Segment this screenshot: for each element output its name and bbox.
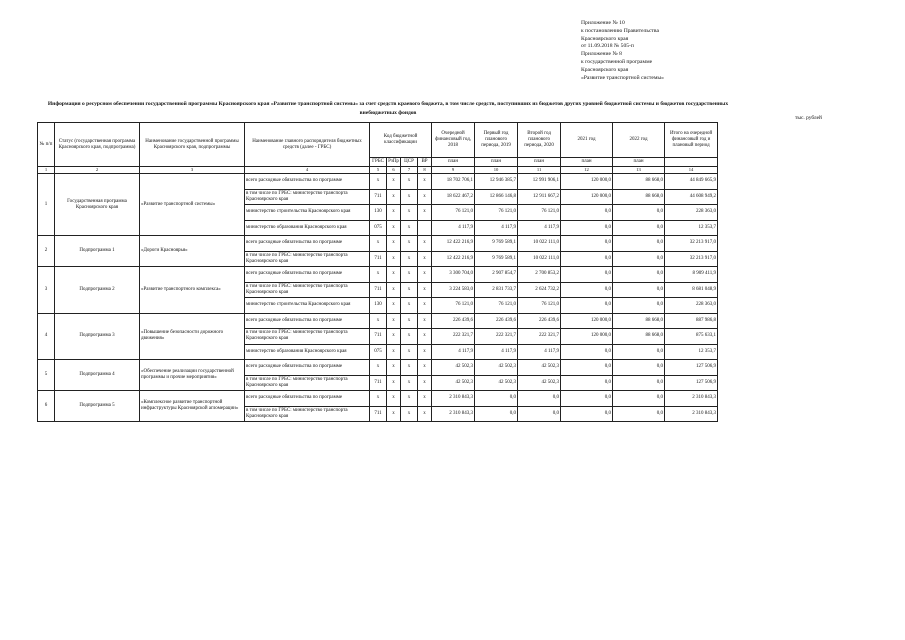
colnum: 13 [613, 167, 665, 174]
table-row [38, 313, 718, 329]
code-cell: х [401, 406, 418, 422]
appendix-line: Красноярского края [581, 66, 629, 73]
code-cell: х [387, 344, 401, 360]
code-cell: х [387, 189, 401, 205]
amount-cell: 32 213 917,0 [665, 251, 718, 267]
colnum: 4 [245, 167, 370, 174]
code-cell: х [370, 236, 387, 252]
amount-cell: 12 422 216,9 [432, 251, 475, 267]
amount-cell: 127 506,9 [665, 360, 718, 376]
code-cell: х [401, 205, 418, 221]
code-cell: х [401, 236, 418, 252]
group-num: 4 [38, 313, 55, 360]
amount-cell: 42 502,3 [475, 375, 518, 391]
amount-cell: 0,0 [475, 391, 518, 407]
amount-cell: 222 321,7 [518, 329, 561, 345]
amount-cell: 0,0 [613, 282, 665, 298]
amount-cell: 4 117,9 [475, 344, 518, 360]
code-cell: х [370, 360, 387, 376]
code-cell: х [387, 375, 401, 391]
colnum: 9 [432, 167, 475, 174]
subheader-plan: план [613, 158, 665, 167]
colnum: 7 [401, 167, 418, 174]
amount-cell: 0,0 [518, 406, 561, 422]
amount-cell: 127 506,9 [665, 375, 718, 391]
amount-cell: 3 224 583,0 [432, 282, 475, 298]
amount-cell: 4 117,9 [432, 344, 475, 360]
document-title: Информация о ресурсном обеспечении государственной программы Красноярского края «Развитие транспортной системы» за счет средств краевого бюджета, в том числе средств, поступивших из бюджетов других уровней бюджетной системы и бюджетов государственных внебюджетных фондов [47, 101, 729, 116]
code-cell: х [387, 251, 401, 267]
code-cell: х [401, 267, 418, 283]
amount-cell: 8 681 048,9 [665, 282, 718, 298]
amount-cell: 8 909 411,9 [665, 267, 718, 283]
subheader-csr: ЦСР [401, 158, 418, 167]
appendix-line: «Развитие транспортной системы» [581, 74, 664, 81]
amount-cell: 42 502,3 [518, 360, 561, 376]
code-cell: 075 [370, 220, 387, 236]
group-num: 1 [38, 174, 55, 236]
group-status: Государственная программа Красноярского края [55, 174, 140, 236]
group-name: «Повышение безопасности дорожного движения» [140, 313, 245, 360]
amount-cell: 0,0 [613, 391, 665, 407]
amount-cell: 0,0 [613, 220, 665, 236]
header-status: Статус (государственная программа Красноярского края, подпрограмма) [55, 123, 140, 167]
group-name: «Комплексное развитие транспортной инфраструктуры Красноярской агломерации» [140, 391, 245, 422]
amount-cell: 226 439,6 [518, 313, 561, 329]
amount-cell: 0,0 [518, 391, 561, 407]
group-status: Подпрограмма 2 [55, 267, 140, 314]
amount-cell: 2 831 733,7 [475, 282, 518, 298]
amount-cell: 0,0 [561, 251, 613, 267]
code-cell: х [418, 267, 432, 283]
header-grbs: Наименование главного распорядителя бюджетных средств (далее - ГРБС) [245, 123, 370, 167]
amount-cell: 0,0 [561, 298, 613, 314]
amount-cell: 120 000,0 [561, 329, 613, 345]
subheader-plan: план [432, 158, 475, 167]
code-cell: х [387, 174, 401, 190]
amount-cell: 88 668,0 [613, 189, 665, 205]
appendix-line: Приложение № 10 [581, 20, 625, 26]
subheader-rzpr: РзПр [387, 158, 401, 167]
header-2018: Очередной финансовый год, 2018 [432, 123, 475, 158]
amount-cell: 76 121,0 [518, 298, 561, 314]
grbs-cell: в том числе по ГРБС: министерство транспорта Красноярского края [245, 189, 370, 205]
code-cell: х [387, 329, 401, 345]
amount-cell: 12 991 906,1 [518, 174, 561, 190]
code-cell: х [387, 391, 401, 407]
amount-cell: 0,0 [561, 391, 613, 407]
amount-cell: 42 502,3 [518, 375, 561, 391]
code-cell: х [401, 344, 418, 360]
code-cell [418, 220, 432, 236]
amount-cell: 0,0 [475, 406, 518, 422]
grbs-cell: в том числе по ГРБС: министерство транспорта Красноярского края [245, 251, 370, 267]
amount-cell: 42 502,3 [475, 360, 518, 376]
code-cell: х [418, 313, 432, 329]
amount-cell: 42 502,3 [432, 375, 475, 391]
amount-cell: 4 117,9 [432, 220, 475, 236]
code-cell: х [418, 205, 432, 221]
amount-cell: 0,0 [561, 236, 613, 252]
code-cell: х [418, 298, 432, 314]
amount-cell: 120 000,0 [561, 174, 613, 190]
amount-cell: 228 363,0 [665, 298, 718, 314]
code-cell: х [418, 391, 432, 407]
group-status: Подпрограмма 5 [55, 391, 140, 422]
amount-cell: 0,0 [561, 220, 613, 236]
group-num: 2 [38, 236, 55, 267]
appendix-block [581, 20, 664, 82]
grbs-cell: всего расходные обязательства по программе [245, 313, 370, 329]
grbs-cell: министерство образования Красноярского края [245, 220, 370, 236]
amount-cell: 0,0 [613, 344, 665, 360]
amount-cell: 0,0 [561, 267, 613, 283]
code-cell: х [401, 329, 418, 345]
code-cell: х [401, 174, 418, 190]
amount-cell: 0,0 [613, 360, 665, 376]
amount-cell: 12 422 216,9 [432, 236, 475, 252]
code-cell: х [370, 313, 387, 329]
amount-cell: 120 000,0 [561, 189, 613, 205]
header-2019: Первый год планового периода, 2019 [475, 123, 518, 158]
grbs-cell: всего расходные обязательства по программе [245, 174, 370, 190]
code-cell: х [418, 282, 432, 298]
code-cell: х [418, 189, 432, 205]
amount-cell: 0,0 [561, 375, 613, 391]
amount-cell: 2 907 854,7 [475, 267, 518, 283]
code-cell: х [418, 251, 432, 267]
amount-cell: 2 310 843,3 [665, 391, 718, 407]
colnum: 5 [370, 167, 387, 174]
amount-cell: 12 866 146,8 [475, 189, 518, 205]
amount-cell: 2 700 853,2 [518, 267, 561, 283]
code-cell: х [387, 313, 401, 329]
amount-cell: 0,0 [561, 282, 613, 298]
amount-cell: 42 502,3 [432, 360, 475, 376]
subheader-plan: план [475, 158, 518, 167]
code-cell: х [401, 360, 418, 376]
code-cell: х [418, 344, 432, 360]
table-row [38, 267, 718, 283]
amount-cell: 12 353,7 [665, 220, 718, 236]
code-cell: х [401, 251, 418, 267]
amount-cell: 226 439,6 [432, 313, 475, 329]
code-cell: 130 [370, 205, 387, 221]
code-cell: х [387, 267, 401, 283]
code-cell: 711 [370, 282, 387, 298]
amount-cell: 4 117,9 [475, 220, 518, 236]
code-cell: х [401, 189, 418, 205]
amount-cell: 10 022 111,0 [518, 236, 561, 252]
code-cell: х [418, 329, 432, 345]
code-cell: х [387, 298, 401, 314]
colnum: 1 [38, 167, 55, 174]
appendix-line: Красноярского края [581, 35, 629, 42]
header-row [38, 123, 718, 158]
amount-cell: 12 353,7 [665, 344, 718, 360]
grbs-cell: всего расходные обязательства по программе [245, 236, 370, 252]
subheader-empty [665, 158, 718, 167]
grbs-cell: в том числе по ГРБС: министерство транспорта Красноярского края [245, 329, 370, 345]
code-cell: х [387, 360, 401, 376]
code-cell: 075 [370, 344, 387, 360]
code-cell: х [401, 282, 418, 298]
grbs-cell: в том числе по ГРБС: министерство транспорта Красноярского края [245, 282, 370, 298]
group-name: «Обеспечение реализации государственной программы и прочие мероприятия» [140, 360, 245, 391]
code-cell: 130 [370, 298, 387, 314]
code-cell: х [387, 205, 401, 221]
amount-cell: 0,0 [613, 375, 665, 391]
amount-cell: 32 213 917,0 [665, 236, 718, 252]
code-cell: х [387, 236, 401, 252]
group-status: Подпрограмма 3 [55, 313, 140, 360]
header-code: Код бюджетной классификации [370, 123, 432, 158]
amount-cell: 875 633,1 [665, 329, 718, 345]
group-num: 5 [38, 360, 55, 391]
amount-cell: 76 121,0 [432, 205, 475, 221]
header-2020: Второй год планового периода, 2020 [518, 123, 561, 158]
amount-cell: 0,0 [613, 236, 665, 252]
code-cell: х [401, 298, 418, 314]
code-cell: х [387, 282, 401, 298]
group-name: «Дороги Красноярья» [140, 236, 245, 267]
colnum: 3 [140, 167, 245, 174]
code-cell: 711 [370, 375, 387, 391]
grbs-cell: министерство строительства Красноярского края [245, 298, 370, 314]
code-cell: 711 [370, 251, 387, 267]
group-num: 3 [38, 267, 55, 314]
group-status: Подпрограмма 4 [55, 360, 140, 391]
grbs-cell: всего расходные обязательства по программе [245, 391, 370, 407]
colnum: 12 [561, 167, 613, 174]
subheader-plan: план [561, 158, 613, 167]
code-cell: х [387, 220, 401, 236]
column-numbers-row [38, 167, 718, 174]
amount-cell: 76 121,0 [432, 298, 475, 314]
colnum: 6 [387, 167, 401, 174]
colnum: 2 [55, 167, 140, 174]
code-cell: 711 [370, 189, 387, 205]
code-cell: х [418, 174, 432, 190]
amount-cell: 88 668,0 [613, 329, 665, 345]
colnum: 8 [418, 167, 432, 174]
table-row [38, 236, 718, 252]
amount-cell: 44 849 665,9 [665, 174, 718, 190]
amount-cell: 0,0 [561, 406, 613, 422]
appendix-line: к постановлению Правительства [581, 27, 659, 34]
code-cell: х [401, 313, 418, 329]
amount-cell: 0,0 [561, 344, 613, 360]
amount-cell: 12 911 667,2 [518, 189, 561, 205]
code-cell: х [370, 267, 387, 283]
amount-cell: 9 769 589,1 [475, 236, 518, 252]
amount-cell: 0,0 [613, 251, 665, 267]
group-name: «Развитие транспортного комплекса» [140, 267, 245, 314]
group-num: 6 [38, 391, 55, 422]
amount-cell: 0,0 [561, 360, 613, 376]
amount-cell: 0,0 [561, 205, 613, 221]
group-name: «Развитие транспортной системы» [140, 174, 245, 236]
code-cell: х [387, 406, 401, 422]
code-cell: х [401, 391, 418, 407]
grbs-cell: министерство строительства Красноярского края [245, 205, 370, 221]
subheader-grbs: ГРБС [370, 158, 387, 167]
amount-cell: 2 310 843,3 [432, 391, 475, 407]
amount-cell: 2 624 732,2 [518, 282, 561, 298]
grbs-cell: всего расходные обязательства по программе [245, 267, 370, 283]
colnum: 11 [518, 167, 561, 174]
amount-cell: 3 300 704,0 [432, 267, 475, 283]
amount-cell: 120 000,0 [561, 313, 613, 329]
code-cell: х [370, 174, 387, 190]
amount-cell: 0,0 [613, 205, 665, 221]
amount-cell: 2 310 843,3 [665, 406, 718, 422]
amount-cell: 0,0 [613, 298, 665, 314]
header-name: Наименование государственной программы Красноярского края, подпрограммы [140, 123, 245, 167]
amount-cell: 222 321,7 [432, 329, 475, 345]
code-cell: х [401, 375, 418, 391]
code-cell: 711 [370, 329, 387, 345]
header-2022: 2022 год [613, 123, 665, 158]
grbs-cell: в том числе по ГРБС: министерство транспорта Красноярского края [245, 406, 370, 422]
table-row [38, 391, 718, 407]
amount-cell: 4 117,9 [518, 344, 561, 360]
subheader-vr: ВР [418, 158, 432, 167]
code-cell: х [418, 375, 432, 391]
amount-cell: 222 321,7 [475, 329, 518, 345]
amount-cell: 76 121,0 [475, 298, 518, 314]
amount-cell: 0,0 [613, 267, 665, 283]
appendix-line: Приложение № 8 [581, 51, 622, 58]
header-2021: 2021 год [561, 123, 613, 158]
code-cell: х [370, 391, 387, 407]
code-cell: 711 [370, 406, 387, 422]
amount-cell: 9 769 589,1 [475, 251, 518, 267]
resource-table [37, 122, 718, 422]
amount-cell: 887 986,8 [665, 313, 718, 329]
amount-cell: 88 668,0 [613, 313, 665, 329]
group-status: Подпрограмма 1 [55, 236, 140, 267]
amount-cell: 226 439,6 [475, 313, 518, 329]
amount-cell: 0,0 [613, 406, 665, 422]
unit-label: тыс. рублей [795, 115, 822, 121]
amount-cell: 88 668,0 [613, 174, 665, 190]
grbs-cell: всего расходные обязательства по программе [245, 360, 370, 376]
grbs-cell: министерство образования Красноярского края [245, 344, 370, 360]
amount-cell: 76 121,0 [518, 205, 561, 221]
grbs-cell: в том числе по ГРБС: министерство транспорта Красноярского края [245, 375, 370, 391]
amount-cell: 76 121,0 [475, 205, 518, 221]
colnum: 14 [665, 167, 718, 174]
code-cell: х [418, 406, 432, 422]
amount-cell: 2 310 843,3 [432, 406, 475, 422]
header-num: № п/п [38, 123, 55, 167]
code-cell: х [401, 220, 418, 236]
appendix-line: к государственной программе [581, 58, 653, 65]
code-cell: х [418, 236, 432, 252]
amount-cell: 12 946 385,7 [475, 174, 518, 190]
header-total: Итого на очередной финансовый год и плановый период [665, 123, 718, 158]
table-row [38, 174, 718, 190]
amount-cell: 228 363,0 [665, 205, 718, 221]
colnum: 10 [475, 167, 518, 174]
subheader-plan: план [518, 158, 561, 167]
amount-cell: 4 117,9 [518, 220, 561, 236]
appendix-line: от 11.09.2018 № 505-п [581, 43, 634, 50]
amount-cell: 18 622 467,2 [432, 189, 475, 205]
amount-cell: 10 022 111,0 [518, 251, 561, 267]
code-cell: х [418, 360, 432, 376]
amount-cell: 44 608 949,2 [665, 189, 718, 205]
amount-cell: 18 702 706,1 [432, 174, 475, 190]
table-row [38, 360, 718, 376]
